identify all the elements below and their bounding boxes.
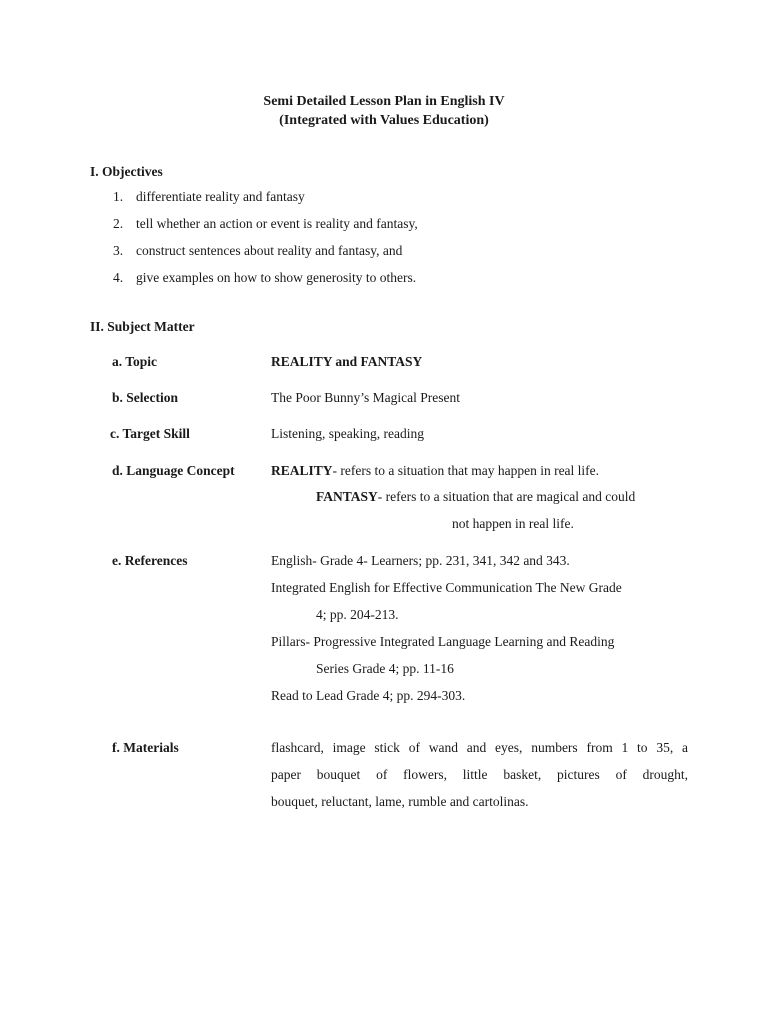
- objective-item: [113, 189, 305, 205]
- objective-text: tell whether an action or event is reality and fantasy,: [136, 216, 418, 231]
- fantasy-term: FANTASY: [316, 489, 378, 504]
- subject-matter-heading: II. Subject Matter: [90, 319, 195, 334]
- objective-number: 4.: [113, 270, 124, 285]
- materials-line: paper bouquet of flowers, little basket, pictures of drought,: [271, 767, 688, 782]
- materials-label: f. Materials: [112, 740, 179, 755]
- language-concept-label: d. Language Concept: [112, 463, 235, 478]
- references-label: e. References: [112, 553, 188, 568]
- selection-label: b. Selection: [112, 390, 178, 405]
- reference-line: Series Grade 4; pp. 11-16: [316, 661, 454, 676]
- reality-definition: [271, 463, 599, 479]
- objective-item: [113, 243, 402, 259]
- materials-line: bouquet, reluctant, lame, rumble and cartolinas.: [271, 794, 529, 809]
- objective-number: 3.: [113, 243, 124, 258]
- materials-line: flashcard, image stick of wand and eyes, numbers from 1 to 35, a: [271, 740, 688, 755]
- fantasy-definition: [316, 489, 635, 505]
- reference-line: 4; pp. 204-213.: [316, 607, 399, 622]
- fantasy-definition-continued: not happen in real life.: [452, 516, 574, 531]
- target-skill-label: c. Target Skill: [110, 426, 190, 441]
- fantasy-def-text: - refers to a situation that are magical and could: [377, 489, 636, 504]
- objective-item: [113, 216, 418, 232]
- topic-value: REALITY and FANTASY: [271, 354, 423, 369]
- objective-text: give examples on how to show generosity to others.: [136, 270, 417, 285]
- objective-text: differentiate reality and fantasy: [136, 189, 305, 204]
- objectives-heading: I. Objectives: [90, 164, 163, 179]
- reference-line: Read to Lead Grade 4; pp. 294-303.: [271, 688, 466, 703]
- selection-value: The Poor Bunny’s Magical Present: [271, 390, 460, 405]
- objective-item: [113, 270, 416, 286]
- topic-label: a. Topic: [112, 354, 158, 369]
- target-skill-value: Listening, speaking, reading: [271, 426, 424, 441]
- reference-line: Integrated English for Effective Communication The New Grade: [271, 580, 622, 595]
- reference-line: Pillars- Progressive Integrated Language Learning and Reading: [271, 634, 615, 649]
- objective-number: 1.: [113, 189, 124, 204]
- objective-text: construct sentences about reality and fantasy, and: [136, 243, 403, 258]
- reality-def-text: - refers to a situation that may happen in real life.: [332, 463, 600, 478]
- reality-term: REALITY: [271, 463, 333, 478]
- reference-line: English- Grade 4- Learners; pp. 231, 341, 342 and 343.: [271, 553, 570, 568]
- document-subtitle: (Integrated with Values Education): [279, 113, 489, 128]
- document-title: Semi Detailed Lesson Plan in English IV: [263, 94, 505, 109]
- objective-number: 2.: [113, 216, 124, 231]
